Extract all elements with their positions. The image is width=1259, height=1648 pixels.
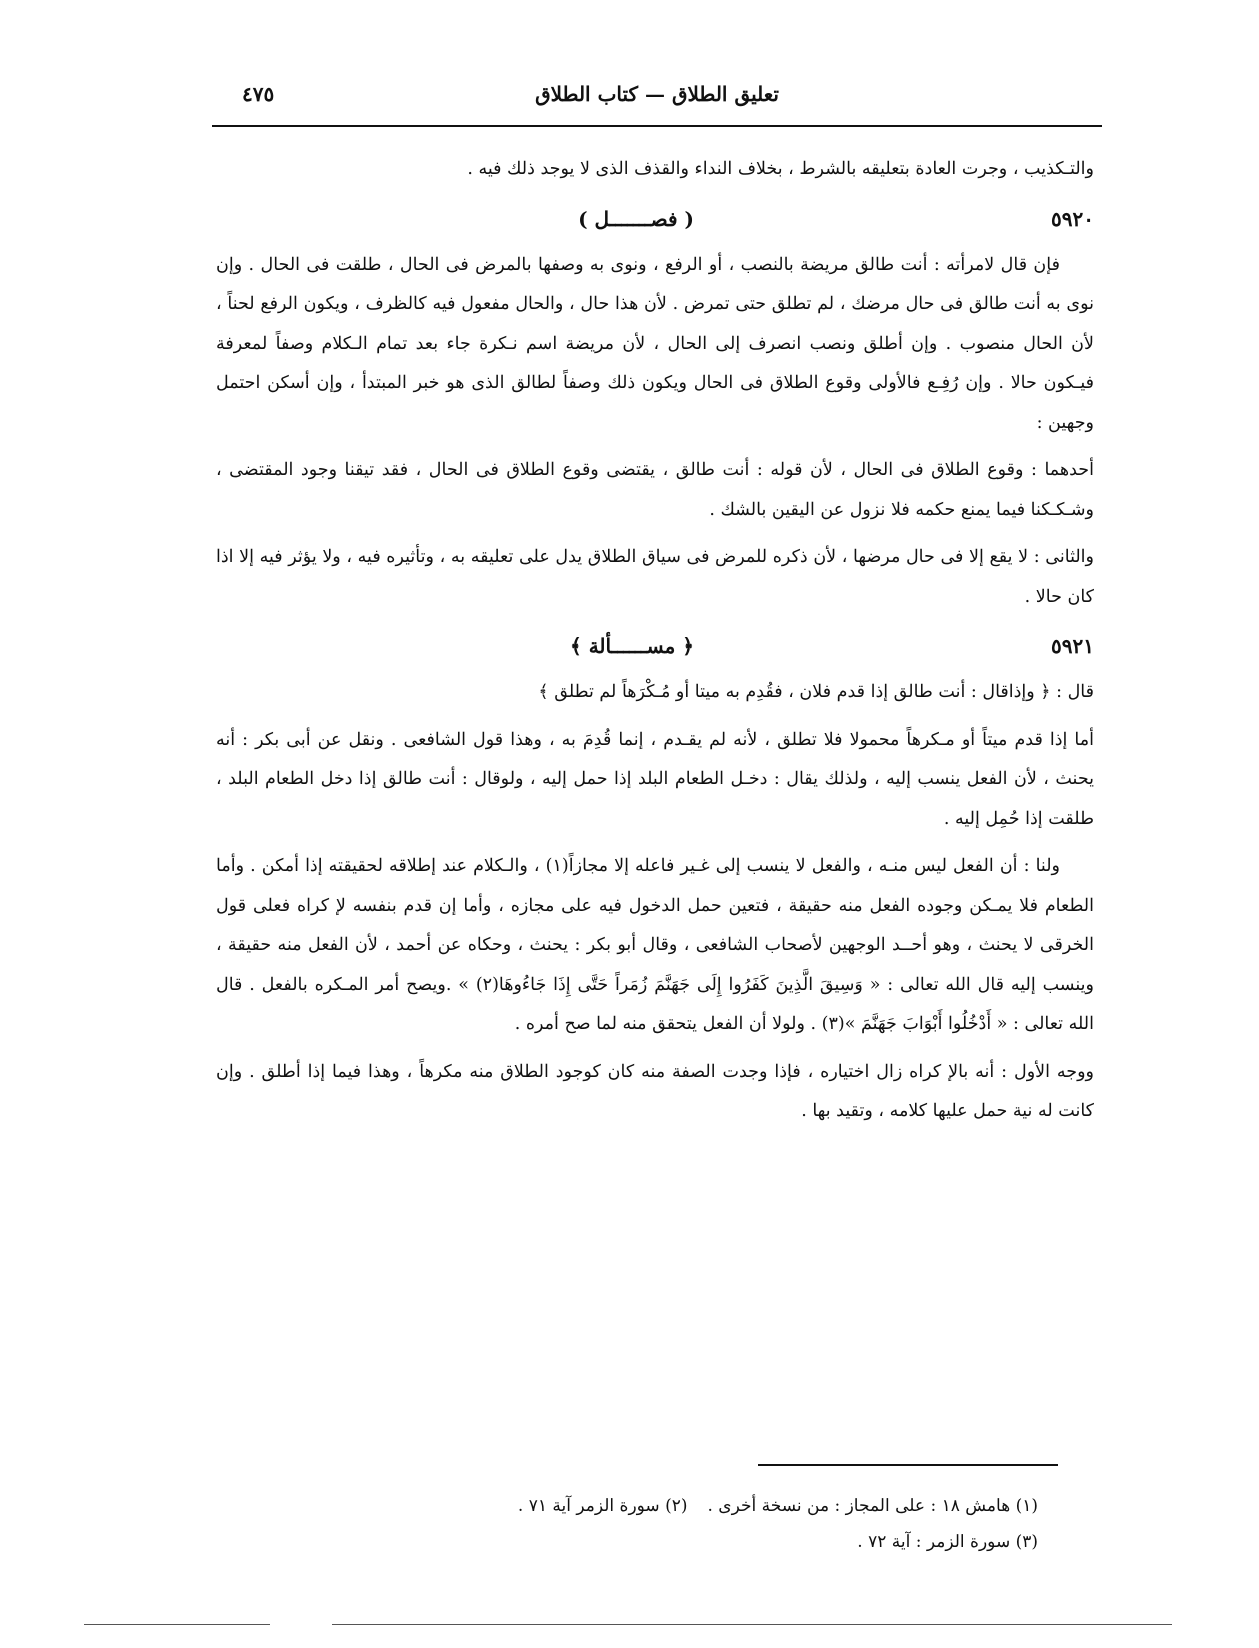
footnote-line xyxy=(212,1488,1038,1524)
footnote-2: (٢) سورة الزمر آية ٧١ . xyxy=(517,1496,688,1516)
section-heading-5920 xyxy=(216,196,1094,244)
section-number: ٥٩٢١ xyxy=(1051,634,1094,658)
section-heading-5921 xyxy=(216,623,1094,671)
footnotes xyxy=(212,1488,1038,1560)
footnote-line xyxy=(212,1524,1038,1560)
paragraph-continuation: والتـكذيب ، وجرت العادة بتعليقه بالشرط ، بخلاف النداء والقذف الذى لا يوجد ذلك فيه . xyxy=(467,159,1094,179)
main-text xyxy=(216,150,1094,1132)
paragraph: ووجه الأول : أنه بالإ كراه زال اختياره ، فإذا وجدت الصفة منه كان كوجود الطلاق منه مكرهاً ، وهذا فيما إذا أطلق . وإن كانت له نية حمل عليها كلامه ، وتقيد بها . xyxy=(216,1061,1094,1121)
paragraph: أما إذا قدم ميتاً أو مـكرهاً محمولا فلا تطلق ، لأنه لم يقـدم ، إنما قُدِمَ به ، وهذا قول الشافعى . ونقل عن أبى بكر : أنه يحنث ، لأن الفعل ينسب إليه ، ولذلك يقال : دخـل الطعام البلد إذا حمل إليه ، ولوقال : أنت طالق إذا دخل الطعام البلد ، طلقت إذا حُمِل إليه . xyxy=(216,729,1094,829)
section-number: ٥٩٢٠ xyxy=(1051,206,1094,231)
header-title: تعليق الطلاق — كتاب الطلاق xyxy=(535,82,779,106)
section-title: ﴿ مســــــألة ﴾ xyxy=(570,634,694,658)
section-title: ( فصـــــــل ) xyxy=(578,206,694,231)
paragraph: أحدهما : وقوع الطلاق فى الحال ، لأن قوله : أنت طالق ، يقتضى وقوع الطلاق فى الحال ، فقد تيقنا وجود المقتضى ، وشـكـكنا فيما يمنع حكمه فلا نزول عن اليقين بالشك . xyxy=(216,460,1094,520)
footnote-rule xyxy=(758,1464,1058,1466)
paragraph-quote: قال : ﴿ وإذاقال : أنت طالق إذا قدم فلان ، فقُدِم به ميتا أو مُـكْرَهاً لم تطلق ﴾ xyxy=(538,682,1094,702)
paragraph: فإن قال لامرأته : أنت طالق مريضة بالنصب ، أو الرفع ، ونوى به وصفها بالمرض فى الحال ، طلقت فى الحال . وإن نوى به أنت طالق فى حال مرضك ، لم تطلق حتى تمرض . لأن هذا حال ، والحال مفعول فيه كالظرف ، ويكون الرفع لحناً ، لأن الحال منصوب . وإن أطلق ونصب انصرف إلى الحال ، لأن مريضة اسم نـكرة جاء بعد تمام الـكلام وصفاً لمعرفة فيـكون حالا . وإن رُفِـع فالأولى وقوع الطلاق فى الحال ويكون ذلك وصفاً لطالق الذى هو خبر المبتدأ ، وإن أسكن احتمل وجهين : xyxy=(216,254,1094,433)
running-header xyxy=(212,78,1099,118)
footnote-3: (٣) سورة الزمر : آية ٧٢ . xyxy=(857,1532,1038,1552)
paragraph: ولنا : أن الفعل ليس منـه ، والفعل لا ينسب إلى غـير فاعله إلا مجازاً(١) ، والـكلام عند إطلاقه لحقيقته إذا أمكن . وأما الطعام فلا يمـكن وجوده الفعل منه حقيقة ، فتعين حمل الدخول فيه على مجازه ، وأما إن قدم بنفسه لإ كراه فعلى قول الخرقى لا يحنث ، وهو أحــد الوجهين لأصحاب الشافعى ، وقال أبو بكر : يحنث ، وحكاه عن أحمد ، لأن الفعل منه حقيقة ، وينسب إليه قال الله تعالى : « وَسِيقَ الَّذِينَ كَفَرُوا إِلَى جَهَنَّمَ زُمَراً حَتَّى إِذَا جَاءُوهَا(٢) » .ويصح أمر المـكره بالفعل . قال الله تعالى : « أَدْخُلُوا أَبْوَابَ جَهَنَّمَ »(٣) . ولولا أن الفعل يتحقق منه لما صح أمره . xyxy=(216,856,1094,1034)
page-number: ٤٧٥ xyxy=(242,82,275,106)
header-rule xyxy=(212,125,1102,127)
footnote-1: (١) هامش ١٨ : على المجاز : من نسخة أخرى . xyxy=(707,1496,1038,1516)
bottom-rule xyxy=(332,1624,1172,1625)
paragraph: والثانى : لا يقع إلا فى حال مرضها ، لأن ذكره للمرض فى سياق الطلاق يدل على تعليقه به ، وتأثيره فيه ، ولا يؤثر فيه إلا اذا كان حالا . xyxy=(216,547,1094,607)
bottom-rule xyxy=(84,1624,270,1625)
